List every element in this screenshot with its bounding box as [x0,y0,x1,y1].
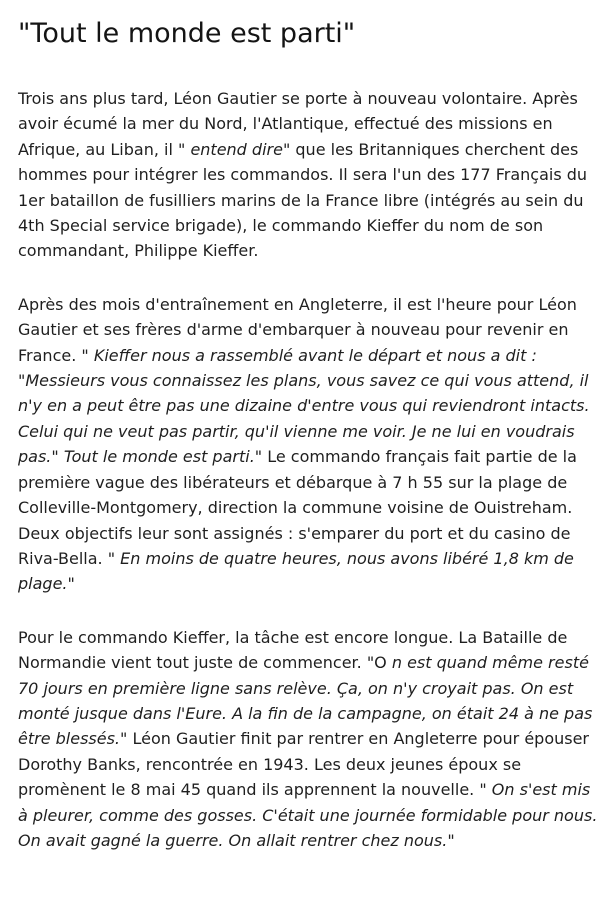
paragraph-3 [18,625,601,854]
paragraph-1-quote: entend dire [190,139,283,159]
paragraph-2-quote: En moins de quatre heures, nous avons libéré 1,8 km de plage. [18,548,574,594]
paragraph-1-text: " que les Britanniques cherchent des hommes pour intégrer les commandos. Il sera l'un des 177 Français du 1er bataillon de fusilliers marins de la France libre (intégrés au sein du 4th Special service brigade), le commando Kieffer du nom de son commandant, Philippe Kieffer. [18,139,588,261]
paragraph-3-text: Pour le commando Kieffer, la tâche est encore longue. La Bataille de Normandie vient tout juste de commencer. "O [18,627,568,673]
paragraph-2-quote: Kieffer nous a rassemblé avant le départ et nous a dit : "Messieurs vous connaissez les plans, vous savez ce qui vous attend, il n'y en a peut être pas une dizaine d'entre vous qui reviendront intacts. Celui qui ne veut pas partir, qu'il vienne me voir. Je ne lui en voudrais pas." Tout le monde est parti. [18,345,590,467]
paragraph-2 [18,292,601,597]
paragraph-2-text: Après des mois d'entraînement en Angleterre, il est l'heure pour Léon Gautier et ses frères d'arme d'embarquer à nouveau pour revenir en France. " [18,294,577,365]
paragraph-1-text: Trois ans plus tard, Léon Gautier se porte à nouveau volontaire. Après avoir écumé la mer du Nord, l'Atlantique, effectué des missions en Afrique, au Liban, il " [18,89,578,159]
paragraph-3-quote: On s'est mis à pleurer, comme des gosses. C'était une journée formidable pour nous. On avait gagné la guerre. On allait rentrer chez nous. [18,780,598,850]
paragraph-1 [18,86,601,264]
paragraph-2-text: " [67,574,75,594]
paragraph-3-quote: n est quand même resté 70 jours en première ligne sans relève. Ça, on n'y croyait pas. On est monté jusque dans l'Eure. A la fin de la campagne, on était 24 à ne pas être blessés. [18,653,593,749]
section-heading: "Tout le monde est parti" [18,18,356,49]
paragraph-2-text: " Le commando français fait partie de la première vague des libérateurs et débarque à 7 h 55 sur la plage de Colleville-Montgomery, direction la commune voisine de Ouistreham. Deux objectifs leur sont assignés : s'emparer du port et du casino de Riva-Bella. " [18,447,577,568]
paragraph-3-text: " Léon Gautier finit par rentrer en Angleterre pour épouser Dorothy Banks, rencontrée en 1943. Les deux jeunes époux se promènent le 8 mai 45 quand ils apprennent la nouvelle. " [18,729,589,800]
paragraph-3-text: " [447,830,455,850]
